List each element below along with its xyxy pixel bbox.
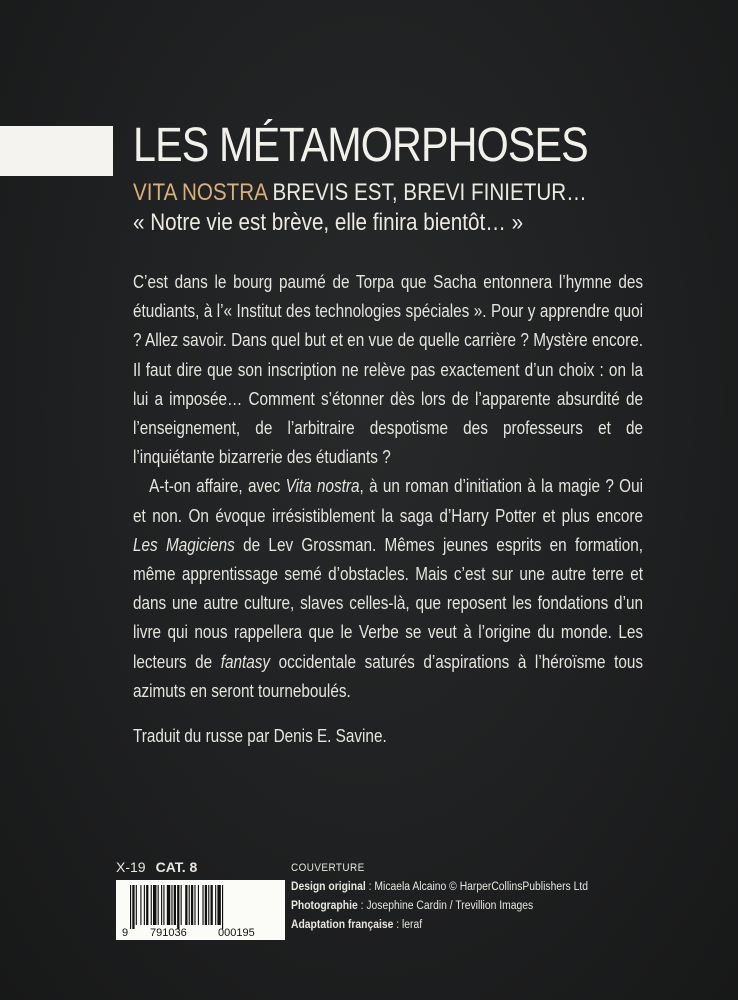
barcode-bar bbox=[208, 885, 209, 925]
blurb-paragraph-2 bbox=[133, 472, 643, 706]
isbn-digits-left: 791036 bbox=[150, 927, 187, 939]
barcode-bar bbox=[185, 885, 187, 925]
barcode-bar bbox=[202, 885, 203, 925]
barcode-bar bbox=[153, 885, 156, 925]
credit-value: : Josephine Cardin / Trevillion Images bbox=[357, 900, 534, 912]
barcode-bar bbox=[222, 885, 223, 929]
credit-label: Photographie bbox=[291, 900, 358, 912]
barcode-bar bbox=[158, 885, 159, 925]
barcode-bar bbox=[132, 885, 134, 929]
blurb-paragraph-1: C’est dans le bourg paumé de Torpa que Sacha entonnera l’hymne des étudiants, à l’« Institut des technologies spéciales ». Pour y apprendre quoi ? Allez savoir. Dans quel but et en vue de quelle carrière ? Mystère encore. Il faut dire que son inscription ne relève pas exactement d’un choix : on la lui a imposée… Comment s’étonner dès lors de l’apparente absurdité de l’enseignement, de l’arbitraire despotisme des professeurs et de l’inquiétante bizarrerie des étudiants ? bbox=[133, 272, 643, 468]
barcode-bar bbox=[151, 885, 152, 925]
subtitle bbox=[133, 178, 587, 208]
barcode-bar bbox=[163, 885, 164, 925]
white-accent-bar bbox=[0, 126, 113, 176]
barcode-bar bbox=[136, 885, 137, 925]
credit-value: : Micaela Alcaino © HarperCollinsPublishers Ltd bbox=[365, 881, 588, 893]
blurb-italic-title: Les Magiciens bbox=[133, 534, 235, 555]
catalog-codes bbox=[116, 859, 197, 875]
credit-label: Design original bbox=[291, 881, 366, 893]
barcode-bar bbox=[161, 885, 162, 925]
isbn-digit-lead: 9 bbox=[122, 927, 129, 939]
barcode-bar bbox=[144, 885, 145, 925]
credit-design bbox=[291, 878, 588, 897]
barcode-bar bbox=[130, 885, 131, 929]
blurb-text: occidentale saturés d’aspirations à l’héroïsme tous azimuts en seront tourneboulés. bbox=[133, 651, 643, 701]
barcode-bar bbox=[146, 885, 148, 925]
barcode-bar bbox=[181, 885, 182, 925]
barcode-bar bbox=[215, 885, 216, 925]
category-code: CAT. 8 bbox=[155, 859, 198, 875]
cover-credits bbox=[291, 859, 588, 935]
subtitle-accent: VITA NOSTRA bbox=[133, 179, 267, 206]
barcode-bar bbox=[191, 885, 193, 925]
blurb bbox=[133, 268, 643, 751]
series-code: X-19 bbox=[116, 859, 146, 875]
book-title: LES MÉTAMORPHOSES bbox=[133, 119, 588, 172]
barcode-bar bbox=[171, 885, 172, 925]
barcode bbox=[116, 880, 285, 940]
blurb-text: de Lev Grossman. Mêmes jeunes esprits en formation, même apprentissage semé d’obstacles. Mais c’est sur une autre terre et dans une autre culture, slaves celles-là, que reposent les fondations d’un livre qui nous rappellera que le Verbe se veut à l’origine du monde. Les lecteurs de bbox=[133, 534, 643, 672]
barcode-bar bbox=[217, 885, 220, 925]
barcode-bar bbox=[177, 885, 179, 929]
barcode-bar bbox=[205, 885, 207, 925]
barcode-bar bbox=[194, 885, 195, 925]
barcode-bar bbox=[189, 885, 190, 925]
credit-adaptation bbox=[291, 916, 588, 935]
blurb-text: , à un roman d’initiation à la magie ? Oui et non. On évoque irrésistiblement la saga d’Harry Potter et plus encore bbox=[133, 476, 643, 526]
barcode-bar bbox=[198, 885, 199, 925]
subtitle-quote: « Notre vie est brève, elle finira bientôt… » bbox=[133, 209, 524, 236]
barcode-icon bbox=[116, 880, 285, 940]
credit-label: Adaptation française bbox=[291, 919, 394, 931]
barcode-bar bbox=[174, 885, 176, 925]
credit-photo bbox=[291, 897, 588, 916]
barcode-bar bbox=[140, 885, 141, 925]
credits-heading: COUVERTURE bbox=[291, 862, 365, 874]
blurb-italic-word: fantasy bbox=[220, 651, 271, 672]
blurb-italic-title: Vita nostra bbox=[285, 476, 360, 497]
credit-value: : leraf bbox=[393, 919, 423, 931]
blurb-text: A-t-on affaire, avec bbox=[149, 476, 286, 497]
barcode-bar bbox=[211, 885, 213, 925]
subtitle-rest: BREVIS EST, BREVI FINIETUR… bbox=[266, 179, 587, 206]
translator-credit: Traduit du russe par Denis E. Savine. bbox=[133, 726, 387, 747]
barcode-bar bbox=[167, 885, 170, 925]
isbn-digits-right: 000195 bbox=[218, 927, 255, 939]
